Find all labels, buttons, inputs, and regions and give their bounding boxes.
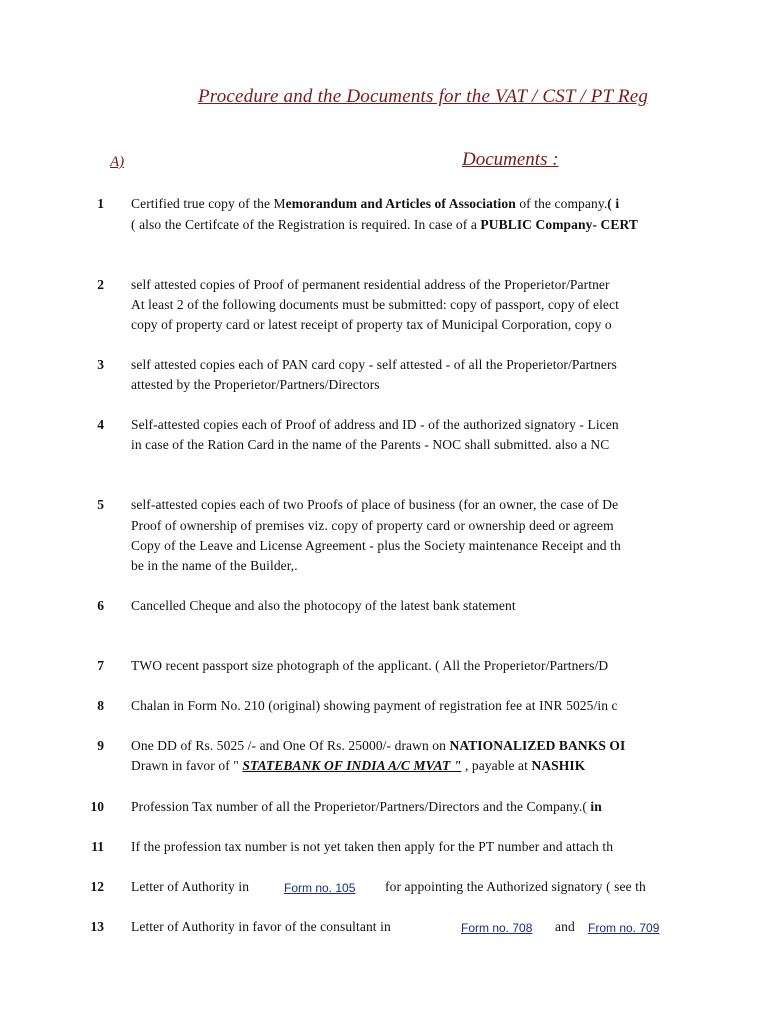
form-709-link[interactable]: From no. 709 bbox=[588, 921, 660, 935]
item-line: copy of property card or latest receipt of property tax of Municipal Corporation, copy o bbox=[131, 317, 612, 332]
item-number: 6 bbox=[97, 598, 104, 613]
section-heading: Documents : bbox=[462, 149, 559, 170]
item-number: 8 bbox=[97, 698, 104, 713]
item-line: TWO recent passport size photograph of the applicant. ( All the Properietor/Partners/D bbox=[131, 658, 609, 673]
item-line: At least 2 of the following documents must be submitted: copy of passport, copy of elect bbox=[131, 297, 619, 312]
item-line: self attested copies each of PAN card copy - self attested - of all the Properietor/Partners bbox=[131, 357, 617, 372]
item-line: Letter of Authority in favor of the consultant in bbox=[131, 919, 391, 934]
item-line: Cancelled Cheque and also the photocopy of the latest bank statement bbox=[131, 598, 516, 613]
item-line: Profession Tax number of all the Properietor/Partners/Directors and the Company.( in bbox=[131, 799, 602, 814]
item-line: Self-attested copies each of Proof of address and ID - of the authorized signatory - Licen bbox=[131, 417, 619, 432]
item-line: for appointing the Authorized signatory ( see th bbox=[385, 879, 646, 894]
item-line: Copy of the Leave and License Agreement - plus the Society maintenance Receipt and th bbox=[131, 538, 621, 553]
item-number: 2 bbox=[97, 277, 104, 292]
item-line: Letter of Authority in bbox=[131, 879, 250, 894]
item-line: One DD of Rs. 5025 /- and One Of Rs. 25000/- drawn on NATIONALIZED BANKS OI bbox=[131, 738, 626, 753]
item-line: ( also the Certifcate of the Registration is required. In case of a PUBLIC Company- CERT bbox=[131, 217, 638, 232]
item-number: 7 bbox=[97, 658, 104, 673]
item-number: 13 bbox=[90, 919, 104, 934]
item-number: 3 bbox=[97, 357, 104, 372]
item-line: If the profession tax number is not yet taken then apply for the PT number and attach th bbox=[131, 839, 614, 854]
item-line: attested by the Properietor/Partners/Directors bbox=[131, 377, 380, 392]
page-title: Procedure and the Documents for the VAT / CST / PT Reg bbox=[198, 86, 649, 107]
item-number: 10 bbox=[90, 799, 104, 814]
item-line: self attested copies of Proof of permanent residential address of the Properietor/Partner bbox=[131, 277, 610, 292]
item-line: and bbox=[555, 919, 575, 934]
item-line: self-attested copies each of two Proofs of place of business (for an owner, the case of De bbox=[131, 497, 619, 512]
item-line: Drawn in favor of " STATEBANK OF INDIA A/C MVAT " , payable at NASHIK bbox=[131, 758, 586, 773]
item-number: 12 bbox=[90, 879, 104, 894]
item-line: Certified true copy of the Memorandum and Articles of Association of the company.( i bbox=[131, 196, 620, 211]
item-number: 5 bbox=[97, 497, 104, 512]
form-708-link[interactable]: Form no. 708 bbox=[461, 921, 533, 935]
item-line: in case of the Ration Card in the name of the Parents - NOC shall submitted. also a NC bbox=[131, 437, 610, 452]
item-number: 4 bbox=[97, 417, 104, 432]
item-line: be in the name of the Builder,. bbox=[131, 558, 298, 573]
item-number: 11 bbox=[91, 839, 104, 854]
form-105-link[interactable]: Form no. 105 bbox=[284, 881, 356, 895]
item-number: 1 bbox=[97, 196, 104, 211]
item-line: Chalan in Form No. 210 (original) showing payment of registration fee at INR 5025/in c bbox=[131, 698, 618, 713]
section-letter: A) bbox=[110, 154, 125, 170]
item-line: Proof of ownership of premises viz. copy of property card or ownership deed or agreem bbox=[131, 518, 614, 533]
item-number: 9 bbox=[97, 738, 104, 753]
